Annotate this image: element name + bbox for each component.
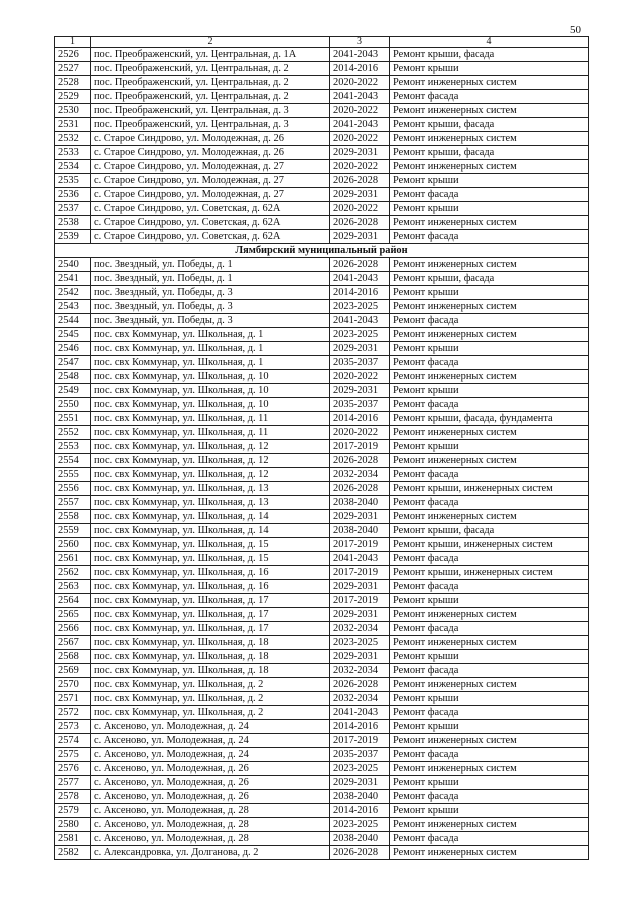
table-row [55,762,589,776]
period-cell: 2014-2016 [330,804,390,818]
address-cell: пос. свх Коммунар, ул. Школьная, д. 17 [91,608,330,622]
table-row [55,384,589,398]
row-number: 2576 [55,762,91,776]
table-row [55,594,589,608]
work-type-cell: Ремонт фасада [390,230,589,244]
address-cell: с. Александровка, ул. Долганова, д. 2 [91,846,330,860]
address-cell: с. Старое Синдрово, ул. Молодежная, д. 27 [91,174,330,188]
table-row [55,482,589,496]
work-type-cell: Ремонт фасада [390,748,589,762]
table-row [55,90,589,104]
row-number: 2565 [55,608,91,622]
row-number: 2568 [55,650,91,664]
work-type-cell: Ремонт инженерных систем [390,76,589,90]
address-cell: пос. свх Коммунар, ул. Школьная, д. 12 [91,454,330,468]
work-type-cell: Ремонт крыши, инженерных систем [390,482,589,496]
table-row [55,468,589,482]
table-row [55,440,589,454]
work-type-cell: Ремонт крыши [390,804,589,818]
table-row [55,48,589,62]
address-cell: с. Аксеново, ул. Молодежная, д. 24 [91,734,330,748]
address-cell: с. Старое Синдрово, ул. Молодежная, д. 26 [91,132,330,146]
address-cell: пос. свх Коммунар, ул. Школьная, д. 10 [91,370,330,384]
row-number: 2582 [55,846,91,860]
period-cell: 2032-2034 [330,692,390,706]
row-number: 2546 [55,342,91,356]
period-cell: 2038-2040 [330,524,390,538]
table-row [55,342,589,356]
row-number: 2537 [55,202,91,216]
row-number: 2541 [55,272,91,286]
period-cell: 2014-2016 [330,720,390,734]
work-type-cell: Ремонт крыши [390,594,589,608]
row-number: 2528 [55,76,91,90]
address-cell: пос. Звездный, ул. Победы, д. 1 [91,258,330,272]
table-row [55,510,589,524]
table-row [55,636,589,650]
row-number: 2554 [55,454,91,468]
address-cell: пос. свх Коммунар, ул. Школьная, д. 11 [91,426,330,440]
period-cell: 2020-2022 [330,426,390,440]
work-type-cell: Ремонт фасада [390,790,589,804]
table-row [55,62,589,76]
table-row [55,258,589,272]
row-number: 2548 [55,370,91,384]
period-cell: 2020-2022 [330,202,390,216]
work-type-cell: Ремонт крыши [390,202,589,216]
period-cell: 2038-2040 [330,832,390,846]
address-cell: пос. свх Коммунар, ул. Школьная, д. 13 [91,482,330,496]
row-number: 2556 [55,482,91,496]
row-number: 2557 [55,496,91,510]
period-cell: 2035-2037 [330,356,390,370]
work-type-cell: Ремонт фасада [390,356,589,370]
address-cell: пос. свх Коммунар, ул. Школьная, д. 1 [91,342,330,356]
address-cell: пос. свх Коммунар, ул. Школьная, д. 10 [91,398,330,412]
period-cell: 2017-2019 [330,538,390,552]
row-number: 2553 [55,440,91,454]
table-row [55,188,589,202]
row-number: 2530 [55,104,91,118]
period-cell: 2041-2043 [330,48,390,62]
period-cell: 2029-2031 [330,510,390,524]
address-cell: пос. свх Коммунар, ул. Школьная, д. 2 [91,692,330,706]
work-type-cell: Ремонт фасада [390,496,589,510]
work-type-cell: Ремонт фасада [390,664,589,678]
work-type-cell: Ремонт фасада [390,188,589,202]
address-cell: с. Старое Синдрово, ул. Молодежная, д. 27 [91,160,330,174]
period-cell: 2026-2028 [330,258,390,272]
address-cell: пос. Звездный, ул. Победы, д. 3 [91,314,330,328]
address-cell: пос. свх Коммунар, ул. Школьная, д. 15 [91,552,330,566]
table-row [55,230,589,244]
period-cell: 2035-2037 [330,748,390,762]
section-row [55,244,589,258]
period-cell: 2014-2016 [330,286,390,300]
table-row [55,692,589,706]
row-number: 2581 [55,832,91,846]
period-cell: 2032-2034 [330,468,390,482]
address-cell: с. Аксеново, ул. Молодежная, д. 26 [91,762,330,776]
period-cell: 2038-2040 [330,790,390,804]
address-cell: пос. свх Коммунар, ул. Школьная, д. 2 [91,678,330,692]
header-cell: 2 [91,37,330,48]
work-type-cell: Ремонт крыши, фасада [390,118,589,132]
table-row [55,356,589,370]
address-cell: пос. Преображенский, ул. Центральная, д. 2 [91,90,330,104]
address-cell: пос. свх Коммунар, ул. Школьная, д. 12 [91,468,330,482]
row-number: 2550 [55,398,91,412]
period-cell: 2026-2028 [330,678,390,692]
table-row [55,832,589,846]
address-cell: с. Старое Синдрово, ул. Молодежная, д. 27 [91,188,330,202]
work-type-cell: Ремонт инженерных систем [390,636,589,650]
table-row [55,496,589,510]
table-row [55,104,589,118]
section-title: Лямбирский муниципальный район [55,244,589,258]
table-row [55,328,589,342]
period-cell: 2023-2025 [330,300,390,314]
period-cell: 2041-2043 [330,706,390,720]
row-number: 2563 [55,580,91,594]
work-type-cell: Ремонт инженерных систем [390,818,589,832]
address-cell: пос. свх Коммунар, ул. Школьная, д. 1 [91,356,330,370]
address-cell: пос. свх Коммунар, ул. Школьная, д. 2 [91,706,330,720]
table-row [55,300,589,314]
table-row [55,608,589,622]
work-type-cell: Ремонт фасада [390,90,589,104]
address-cell: пос. свх Коммунар, ул. Школьная, д. 14 [91,510,330,524]
address-cell: пос. свх Коммунар, ул. Школьная, д. 17 [91,622,330,636]
table-row [55,132,589,146]
period-cell: 2023-2025 [330,818,390,832]
row-number: 2547 [55,356,91,370]
period-cell: 2020-2022 [330,160,390,174]
row-number: 2560 [55,538,91,552]
row-number: 2532 [55,132,91,146]
table-row [55,426,589,440]
address-cell: пос. свх Коммунар, ул. Школьная, д. 13 [91,496,330,510]
work-type-cell: Ремонт крыши [390,650,589,664]
period-cell: 2026-2028 [330,174,390,188]
row-number: 2572 [55,706,91,720]
work-type-cell: Ремонт фасада [390,314,589,328]
row-number: 2527 [55,62,91,76]
row-number: 2567 [55,636,91,650]
work-type-cell: Ремонт инженерных систем [390,762,589,776]
row-number: 2569 [55,664,91,678]
row-number: 2542 [55,286,91,300]
header-cell: 3 [330,37,390,48]
work-type-cell: Ремонт инженерных систем [390,426,589,440]
work-type-cell: Ремонт фасада [390,706,589,720]
address-cell: пос. свх Коммунар, ул. Школьная, д. 1 [91,328,330,342]
address-cell: с. Старое Синдрово, ул. Молодежная, д. 26 [91,146,330,160]
table-row [55,314,589,328]
period-cell: 2020-2022 [330,104,390,118]
address-cell: с. Аксеново, ул. Молодежная, д. 28 [91,832,330,846]
period-cell: 2017-2019 [330,440,390,454]
table-row [55,272,589,286]
address-cell: пос. Преображенский, ул. Центральная, д. 3 [91,118,330,132]
table-row [55,818,589,832]
address-cell: с. Старое Синдрово, ул. Советская, д. 62А [91,202,330,216]
period-cell: 2026-2028 [330,482,390,496]
row-number: 2579 [55,804,91,818]
work-type-cell: Ремонт крыши [390,174,589,188]
address-cell: пос. Звездный, ул. Победы, д. 3 [91,286,330,300]
table-row [55,286,589,300]
address-cell: с. Аксеново, ул. Молодежная, д. 24 [91,720,330,734]
address-cell: с. Аксеново, ул. Молодежная, д. 24 [91,748,330,762]
row-number: 2536 [55,188,91,202]
header-cell: 1 [55,37,91,48]
work-type-cell: Ремонт крыши [390,384,589,398]
row-number: 2566 [55,622,91,636]
table-row [55,706,589,720]
period-cell: 2029-2031 [330,146,390,160]
table-row [55,720,589,734]
work-type-cell: Ремонт крыши [390,342,589,356]
work-type-cell: Ремонт инженерных систем [390,132,589,146]
table-row [55,748,589,762]
period-cell: 2029-2031 [330,384,390,398]
row-number: 2558 [55,510,91,524]
row-number: 2559 [55,524,91,538]
work-type-cell: Ремонт инженерных систем [390,510,589,524]
work-type-cell: Ремонт крыши, фасада [390,272,589,286]
table-row [55,174,589,188]
work-type-cell: Ремонт инженерных систем [390,216,589,230]
address-cell: пос. свх Коммунар, ул. Школьная, д. 18 [91,650,330,664]
table-row [55,538,589,552]
period-cell: 2014-2016 [330,412,390,426]
period-cell: 2023-2025 [330,762,390,776]
address-cell: с. Старое Синдрово, ул. Советская, д. 62А [91,216,330,230]
address-cell: пос. свх Коммунар, ул. Школьная, д. 14 [91,524,330,538]
address-cell: с. Аксеново, ул. Молодежная, д. 26 [91,776,330,790]
address-cell: с. Аксеново, ул. Молодежная, д. 28 [91,818,330,832]
work-type-cell: Ремонт инженерных систем [390,328,589,342]
address-cell: пос. Звездный, ул. Победы, д. 3 [91,300,330,314]
period-cell: 2029-2031 [330,188,390,202]
address-cell: пос. Преображенский, ул. Центральная, д. 3 [91,104,330,118]
work-type-cell: Ремонт фасада [390,552,589,566]
period-cell: 2035-2037 [330,398,390,412]
work-type-cell: Ремонт фасада [390,468,589,482]
period-cell: 2020-2022 [330,370,390,384]
work-type-cell: Ремонт инженерных систем [390,608,589,622]
work-type-cell: Ремонт инженерных систем [390,678,589,692]
work-type-cell: Ремонт крыши, инженерных систем [390,538,589,552]
work-type-cell: Ремонт инженерных систем [390,258,589,272]
row-number: 2535 [55,174,91,188]
period-cell: 2026-2028 [330,846,390,860]
work-type-cell: Ремонт инженерных систем [390,454,589,468]
row-number: 2549 [55,384,91,398]
period-cell: 2041-2043 [330,90,390,104]
column-number-header [55,37,589,48]
work-type-cell: Ремонт фасада [390,832,589,846]
period-cell: 2026-2028 [330,454,390,468]
header-cell: 4 [390,37,589,48]
period-cell: 2041-2043 [330,118,390,132]
work-type-cell: Ремонт фасада [390,622,589,636]
address-cell: пос. свх Коммунар, ул. Школьная, д. 15 [91,538,330,552]
work-type-cell: Ремонт инженерных систем [390,846,589,860]
table-row [55,664,589,678]
address-cell: пос. свх Коммунар, ул. Школьная, д. 18 [91,636,330,650]
period-cell: 2029-2031 [330,230,390,244]
work-type-cell: Ремонт крыши [390,286,589,300]
row-number: 2544 [55,314,91,328]
row-number: 2526 [55,48,91,62]
row-number: 2580 [55,818,91,832]
address-cell: пос. свх Коммунар, ул. Школьная, д. 16 [91,566,330,580]
work-type-cell: Ремонт крыши, фасада [390,48,589,62]
work-type-cell: Ремонт крыши [390,62,589,76]
address-cell: пос. свх Коммунар, ул. Школьная, д. 18 [91,664,330,678]
table-row [55,202,589,216]
address-cell: пос. свх Коммунар, ул. Школьная, д. 16 [91,580,330,594]
table-row [55,566,589,580]
work-type-cell: Ремонт крыши, инженерных систем [390,566,589,580]
work-type-cell: Ремонт фасада [390,398,589,412]
table-row [55,552,589,566]
row-number: 2577 [55,776,91,790]
row-number: 2543 [55,300,91,314]
row-number: 2571 [55,692,91,706]
table-row [55,524,589,538]
period-cell: 2029-2031 [330,580,390,594]
work-type-cell: Ремонт инженерных систем [390,300,589,314]
row-number: 2538 [55,216,91,230]
work-type-cell: Ремонт крыши [390,720,589,734]
address-cell: пос. Звездный, ул. Победы, д. 1 [91,272,330,286]
row-number: 2529 [55,90,91,104]
period-cell: 2020-2022 [330,132,390,146]
row-number: 2564 [55,594,91,608]
address-cell: пос. свх Коммунар, ул. Школьная, д. 17 [91,594,330,608]
work-type-cell: Ремонт инженерных систем [390,734,589,748]
table-row [55,160,589,174]
table-row [55,412,589,426]
work-type-cell: Ремонт крыши [390,776,589,790]
repair-schedule-table [54,36,589,860]
table-row [55,734,589,748]
address-cell: пос. свх Коммунар, ул. Школьная, д. 11 [91,412,330,426]
work-type-cell: Ремонт крыши [390,440,589,454]
work-type-cell: Ремонт инженерных систем [390,160,589,174]
row-number: 2534 [55,160,91,174]
row-number: 2545 [55,328,91,342]
table-row [55,790,589,804]
work-type-cell: Ремонт крыши, фасада [390,146,589,160]
table-row [55,76,589,90]
row-number: 2578 [55,790,91,804]
table-row [55,846,589,860]
work-type-cell: Ремонт фасада [390,580,589,594]
period-cell: 2038-2040 [330,496,390,510]
period-cell: 2017-2019 [330,566,390,580]
period-cell: 2029-2031 [330,776,390,790]
address-cell: пос. свх Коммунар, ул. Школьная, д. 10 [91,384,330,398]
work-type-cell: Ремонт крыши, фасада [390,524,589,538]
address-cell: с. Аксеново, ул. Молодежная, д. 26 [91,790,330,804]
table-row [55,776,589,790]
row-number: 2552 [55,426,91,440]
period-cell: 2032-2034 [330,622,390,636]
row-number: 2570 [55,678,91,692]
period-cell: 2023-2025 [330,328,390,342]
table-row [55,622,589,636]
row-number: 2562 [55,566,91,580]
row-number: 2533 [55,146,91,160]
address-cell: пос. свх Коммунар, ул. Школьная, д. 12 [91,440,330,454]
table-row [55,216,589,230]
period-cell: 2041-2043 [330,314,390,328]
period-cell: 2023-2025 [330,636,390,650]
period-cell: 2017-2019 [330,594,390,608]
row-number: 2575 [55,748,91,762]
row-number: 2573 [55,720,91,734]
row-number: 2551 [55,412,91,426]
work-type-cell: Ремонт крыши [390,692,589,706]
row-number: 2561 [55,552,91,566]
address-cell: пос. Преображенский, ул. Центральная, д. 1А [91,48,330,62]
period-cell: 2032-2034 [330,664,390,678]
period-cell: 2041-2043 [330,552,390,566]
work-type-cell: Ремонт крыши, фасада, фундамента [390,412,589,426]
table-row [55,650,589,664]
row-number: 2531 [55,118,91,132]
address-cell: с. Старое Синдрово, ул. Советская, д. 62А [91,230,330,244]
table-row [55,580,589,594]
row-number: 2574 [55,734,91,748]
work-type-cell: Ремонт инженерных систем [390,104,589,118]
period-cell: 2029-2031 [330,608,390,622]
period-cell: 2029-2031 [330,342,390,356]
period-cell: 2014-2016 [330,62,390,76]
table-row [55,146,589,160]
period-cell: 2041-2043 [330,272,390,286]
table-row [55,370,589,384]
row-number: 2539 [55,230,91,244]
period-cell: 2029-2031 [330,650,390,664]
address-cell: пос. Преображенский, ул. Центральная, д. 2 [91,62,330,76]
table-row [55,398,589,412]
work-type-cell: Ремонт инженерных систем [390,370,589,384]
table-row [55,454,589,468]
period-cell: 2017-2019 [330,734,390,748]
table-row [55,678,589,692]
row-number: 2540 [55,258,91,272]
page-number: 50 [570,24,581,36]
address-cell: пос. Преображенский, ул. Центральная, д. 2 [91,76,330,90]
row-number: 2555 [55,468,91,482]
table-row [55,118,589,132]
period-cell: 2020-2022 [330,76,390,90]
address-cell: с. Аксеново, ул. Молодежная, д. 28 [91,804,330,818]
period-cell: 2026-2028 [330,216,390,230]
table-row [55,804,589,818]
